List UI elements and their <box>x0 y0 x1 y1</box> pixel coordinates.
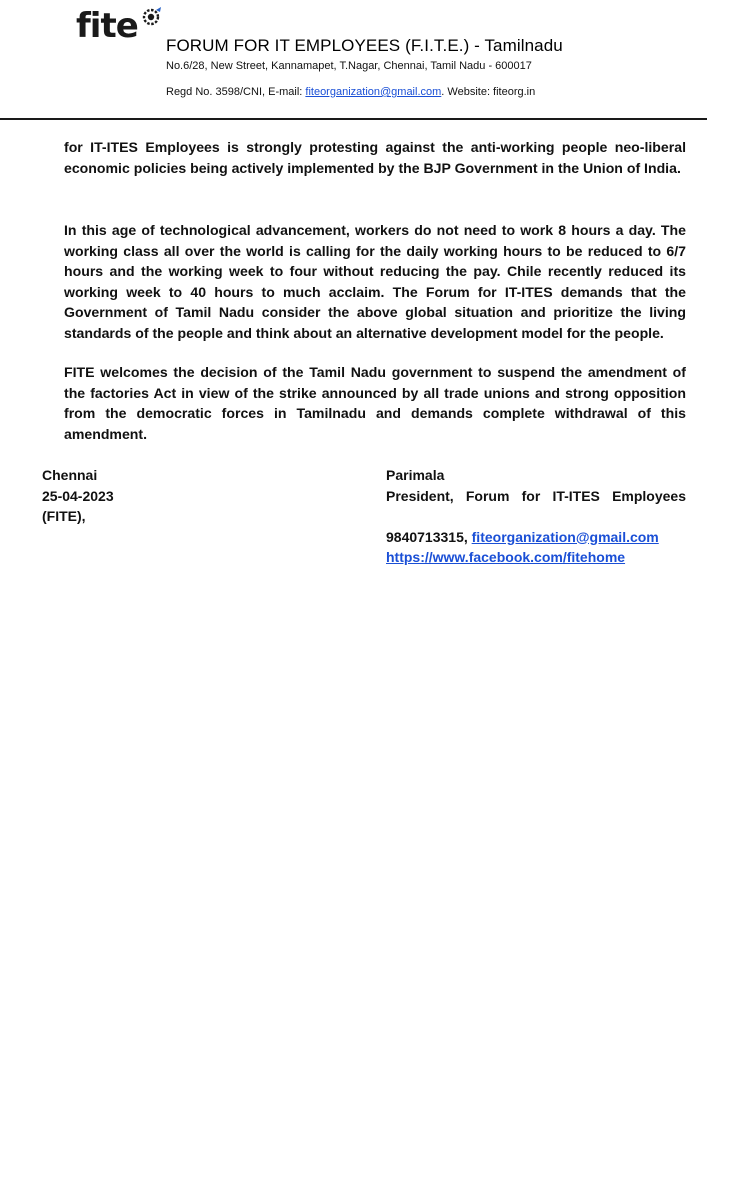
registration-number: Regd No. 3598/CNI, E-mail: <box>166 86 306 98</box>
contact-email-link[interactable]: fiteorganization@gmail.com <box>471 528 659 545</box>
place: Chennai <box>42 467 98 483</box>
organization-abbrev: (FITE), <box>42 508 86 524</box>
org-name: FORUM FOR IT EMPLOYEES (F.I.T.E.) - Tamilnadu <box>166 36 563 55</box>
signature-right-block <box>386 465 686 568</box>
paragraph-1: for IT-ITES Employees is strongly protesting against the anti-working people neo-liberal economic policies being actively implemented by the BJP Government in the Union of India. <box>64 139 686 176</box>
paragraph-3: FITE welcomes the decision of the Tamil Nadu government to suspend the amendment of the factories Act in view of the strike announced by all trade unions and strong opposition from the democratic forces in Tamilnadu and demands complete withdrawal of this amendment. <box>64 364 686 442</box>
fite-logo <box>76 6 164 46</box>
logo-wordmark: fite <box>76 6 138 46</box>
contact-line <box>386 527 686 548</box>
phone-number: 9840713315, <box>386 528 472 545</box>
signatory-name: Parimala <box>386 467 445 483</box>
gear-icon <box>140 6 162 28</box>
paragraph-2: In this age of technological advancement, workers do not need to work 8 hours a day. The working class all over the world is calling for the daily working hours to be reduced to 6/7 hours and the working week to four without reducing the pay. Chile recently reduced its working week to 40 hours to much acclaim. The Forum for IT-ITES demands that the Government of Tamil Nadu consider the above global situation and prioritize the living standards of the people and think about an alternative development model for the people. <box>64 222 686 341</box>
signature-left-block <box>42 465 114 527</box>
email-link[interactable]: fiteorganization@gmail.com <box>305 86 442 98</box>
facebook-link[interactable]: https://www.facebook.com/fitehome <box>386 549 626 565</box>
spacer <box>386 506 686 527</box>
website-text: . Website: fiteorg.in <box>441 86 536 98</box>
header-divider <box>0 118 707 120</box>
date: 25-04-2023 <box>42 487 114 504</box>
org-address: No.6/28, New Street, Kannamapet, T.Nagar, Chennai, Tamil Nadu - 600017 <box>166 60 532 72</box>
signatory-title: President, Forum for IT-ITES Employees <box>386 487 686 504</box>
org-registration <box>166 86 535 98</box>
letterhead <box>0 0 729 122</box>
